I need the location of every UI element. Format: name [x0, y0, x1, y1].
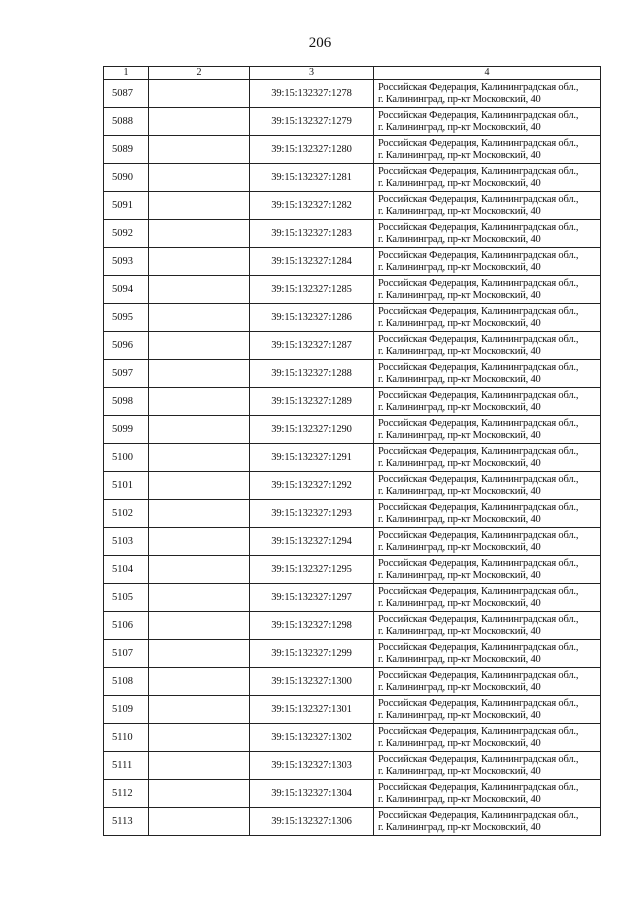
address-cell	[374, 780, 601, 808]
address-line-2: г. Калининград, пр-кт Московский, 40	[378, 121, 541, 133]
cadastral-number: 39:15:132327:1294	[250, 528, 374, 556]
row-number: 5113	[104, 808, 149, 836]
row-col-2	[149, 472, 250, 500]
address-line-2: г. Калининград, пр-кт Московский, 40	[378, 793, 541, 805]
cadastral-number: 39:15:132327:1278	[250, 80, 374, 108]
table-row	[104, 360, 601, 388]
cadastral-number: 39:15:132327:1286	[250, 304, 374, 332]
table-row	[104, 752, 601, 780]
address-cell	[374, 724, 601, 752]
row-col-2	[149, 640, 250, 668]
table-row	[104, 640, 601, 668]
row-col-2	[149, 80, 250, 108]
table-row	[104, 584, 601, 612]
row-col-2	[149, 724, 250, 752]
cadastral-number: 39:15:132327:1288	[250, 360, 374, 388]
row-number: 5097	[104, 360, 149, 388]
row-col-2	[149, 304, 250, 332]
address-line-1: Российская Федерация, Калининградская обл.,	[378, 473, 579, 485]
address-line-2: г. Калининград, пр-кт Московский, 40	[378, 149, 541, 161]
table-body	[104, 80, 601, 836]
table-header	[104, 67, 601, 80]
cadastral-number: 39:15:132327:1291	[250, 444, 374, 472]
address-line-1: Российская Федерация, Калининградская обл.,	[378, 81, 579, 93]
row-col-2	[149, 668, 250, 696]
row-number: 5089	[104, 136, 149, 164]
header-col-4: 4	[374, 67, 601, 80]
address-line-2: г. Калининград, пр-кт Московский, 40	[378, 429, 541, 441]
address-line-1: Российская Федерация, Калининградская обл.,	[378, 725, 579, 737]
table-row	[104, 500, 601, 528]
row-col-2	[149, 584, 250, 612]
address-line-2: г. Калининград, пр-кт Московский, 40	[378, 541, 541, 553]
address-line-1: Российская Федерация, Калининградская обл.,	[378, 193, 579, 205]
row-col-2	[149, 388, 250, 416]
row-number: 5090	[104, 164, 149, 192]
row-number: 5087	[104, 80, 149, 108]
row-number: 5098	[104, 388, 149, 416]
address-line-1: Российская Федерация, Калининградская обл.,	[378, 109, 579, 121]
address-line-2: г. Калининград, пр-кт Московский, 40	[378, 485, 541, 497]
row-col-2	[149, 136, 250, 164]
address-cell	[374, 640, 601, 668]
cadastral-number: 39:15:132327:1282	[250, 192, 374, 220]
address-line-1: Российская Федерация, Калининградская обл.,	[378, 697, 579, 709]
page-number: 206	[308, 35, 332, 51]
address-cell	[374, 808, 601, 836]
table-row	[104, 108, 601, 136]
address-line-1: Российская Федерация, Калининградская обл.,	[378, 361, 579, 373]
row-col-2	[149, 276, 250, 304]
address-cell	[374, 472, 601, 500]
address-line-2: г. Калининград, пр-кт Московский, 40	[378, 177, 541, 189]
table-row	[104, 276, 601, 304]
cadastral-number: 39:15:132327:1290	[250, 416, 374, 444]
address-line-1: Российская Федерация, Калининградская обл.,	[378, 305, 579, 317]
header-col-1: 1	[104, 67, 149, 80]
address-cell	[374, 612, 601, 640]
row-col-2	[149, 556, 250, 584]
cadastral-number: 39:15:132327:1295	[250, 556, 374, 584]
address-line-1: Российская Федерация, Калининградская обл.,	[378, 753, 579, 765]
address-cell	[374, 276, 601, 304]
address-cell	[374, 416, 601, 444]
row-number: 5109	[104, 696, 149, 724]
table-row	[104, 192, 601, 220]
table-row	[104, 780, 601, 808]
row-col-2	[149, 444, 250, 472]
address-cell	[374, 80, 601, 108]
cadastral-number: 39:15:132327:1284	[250, 248, 374, 276]
row-col-2	[149, 500, 250, 528]
row-col-2	[149, 164, 250, 192]
address-cell	[374, 192, 601, 220]
row-number: 5104	[104, 556, 149, 584]
row-col-2	[149, 528, 250, 556]
row-number: 5088	[104, 108, 149, 136]
table-row	[104, 332, 601, 360]
cadastral-number: 39:15:132327:1298	[250, 612, 374, 640]
address-cell	[374, 332, 601, 360]
row-col-2	[149, 780, 250, 808]
table-row	[104, 164, 601, 192]
address-line-1: Российская Федерация, Калининградская обл.,	[378, 137, 579, 149]
cadastral-number: 39:15:132327:1292	[250, 472, 374, 500]
row-number: 5103	[104, 528, 149, 556]
address-line-2: г. Калининград, пр-кт Московский, 40	[378, 345, 541, 357]
address-line-2: г. Калининград, пр-кт Московский, 40	[378, 457, 541, 469]
row-col-2	[149, 220, 250, 248]
row-number: 5094	[104, 276, 149, 304]
row-number: 5108	[104, 668, 149, 696]
address-line-1: Российская Федерация, Калининградская обл.,	[378, 389, 579, 401]
table-row	[104, 528, 601, 556]
address-line-1: Российская Федерация, Калининградская обл.,	[378, 613, 579, 625]
row-col-2	[149, 360, 250, 388]
address-line-2: г. Калининград, пр-кт Московский, 40	[378, 233, 541, 245]
cadastral-number: 39:15:132327:1304	[250, 780, 374, 808]
address-line-2: г. Калининград, пр-кт Московский, 40	[378, 653, 541, 665]
row-number: 5106	[104, 612, 149, 640]
address-line-1: Российская Федерация, Калининградская обл.,	[378, 781, 579, 793]
address-cell	[374, 584, 601, 612]
row-number: 5091	[104, 192, 149, 220]
cadastral-number: 39:15:132327:1306	[250, 808, 374, 836]
row-number: 5096	[104, 332, 149, 360]
table-row	[104, 416, 601, 444]
address-line-2: г. Калининград, пр-кт Московский, 40	[378, 821, 541, 833]
cadastral-number: 39:15:132327:1299	[250, 640, 374, 668]
address-line-2: г. Калининград, пр-кт Московский, 40	[378, 93, 541, 105]
address-line-2: г. Калининград, пр-кт Московский, 40	[378, 373, 541, 385]
row-number: 5100	[104, 444, 149, 472]
row-col-2	[149, 416, 250, 444]
table-row	[104, 220, 601, 248]
header-row	[104, 67, 601, 80]
table-row	[104, 444, 601, 472]
address-cell	[374, 444, 601, 472]
cadastral-number: 39:15:132327:1283	[250, 220, 374, 248]
row-number: 5099	[104, 416, 149, 444]
cadastral-number: 39:15:132327:1281	[250, 164, 374, 192]
row-number: 5101	[104, 472, 149, 500]
row-col-2	[149, 332, 250, 360]
cadastral-number: 39:15:132327:1285	[250, 276, 374, 304]
table-row	[104, 136, 601, 164]
row-col-2	[149, 192, 250, 220]
table-row	[104, 472, 601, 500]
address-cell	[374, 220, 601, 248]
address-line-1: Российская Федерация, Калининградская обл.,	[378, 641, 579, 653]
address-line-1: Российская Федерация, Калининградская обл.,	[378, 165, 579, 177]
address-line-2: г. Калининград, пр-кт Московский, 40	[378, 625, 541, 637]
address-line-2: г. Калининград, пр-кт Московский, 40	[378, 289, 541, 301]
header-col-3: 3	[250, 67, 374, 80]
address-line-1: Российская Федерация, Калининградская обл.,	[378, 417, 579, 429]
address-line-2: г. Калининград, пр-кт Московский, 40	[378, 317, 541, 329]
cadastral-number: 39:15:132327:1293	[250, 500, 374, 528]
address-cell	[374, 360, 601, 388]
address-cell	[374, 108, 601, 136]
address-line-1: Российская Федерация, Калининградская обл.,	[378, 277, 579, 289]
row-number: 5102	[104, 500, 149, 528]
address-line-2: г. Калининград, пр-кт Московский, 40	[378, 401, 541, 413]
table-row	[104, 724, 601, 752]
header-col-2: 2	[149, 67, 250, 80]
cadastral-number: 39:15:132327:1302	[250, 724, 374, 752]
address-cell	[374, 164, 601, 192]
table-row	[104, 80, 601, 108]
address-cell	[374, 304, 601, 332]
address-cell	[374, 528, 601, 556]
table-row	[104, 808, 601, 836]
address-cell	[374, 696, 601, 724]
address-line-2: г. Калининград, пр-кт Московский, 40	[378, 513, 541, 525]
address-cell	[374, 752, 601, 780]
address-cell	[374, 248, 601, 276]
address-line-1: Российская Федерация, Калининградская обл.,	[378, 445, 579, 457]
row-number: 5107	[104, 640, 149, 668]
address-line-1: Российская Федерация, Калининградская обл.,	[378, 333, 579, 345]
address-line-1: Российская Федерация, Калининградская обл.,	[378, 249, 579, 261]
row-number: 5105	[104, 584, 149, 612]
address-line-1: Российская Федерация, Калининградская обл.,	[378, 809, 579, 821]
row-number: 5111	[104, 752, 149, 780]
row-col-2	[149, 696, 250, 724]
row-number: 5095	[104, 304, 149, 332]
row-number: 5092	[104, 220, 149, 248]
row-number: 5112	[104, 780, 149, 808]
address-cell	[374, 668, 601, 696]
address-line-2: г. Калининград, пр-кт Московский, 40	[378, 737, 541, 749]
cadastral-number: 39:15:132327:1280	[250, 136, 374, 164]
cadastral-number: 39:15:132327:1300	[250, 668, 374, 696]
table-row	[104, 668, 601, 696]
row-col-2	[149, 752, 250, 780]
table-row	[104, 612, 601, 640]
table-row	[104, 248, 601, 276]
address-cell	[374, 556, 601, 584]
cadastral-number: 39:15:132327:1287	[250, 332, 374, 360]
row-col-2	[149, 108, 250, 136]
address-line-1: Российская Федерация, Калининградская обл.,	[378, 221, 579, 233]
address-line-1: Российская Федерация, Калининградская обл.,	[378, 501, 579, 513]
address-line-2: г. Калининград, пр-кт Московский, 40	[378, 709, 541, 721]
address-line-1: Российская Федерация, Калининградская обл.,	[378, 557, 579, 569]
table-row	[104, 388, 601, 416]
address-line-2: г. Калининград, пр-кт Московский, 40	[378, 569, 541, 581]
cadastral-number: 39:15:132327:1301	[250, 696, 374, 724]
address-cell	[374, 388, 601, 416]
table-row	[104, 696, 601, 724]
address-line-1: Российская Федерация, Калининградская обл.,	[378, 669, 579, 681]
address-line-1: Российская Федерация, Калининградская обл.,	[378, 529, 579, 541]
table-row	[104, 304, 601, 332]
address-line-2: г. Калининград, пр-кт Московский, 40	[378, 261, 541, 273]
row-number: 5110	[104, 724, 149, 752]
cadastral-number: 39:15:132327:1289	[250, 388, 374, 416]
address-line-2: г. Калининград, пр-кт Московский, 40	[378, 597, 541, 609]
row-col-2	[149, 612, 250, 640]
cadastral-number: 39:15:132327:1303	[250, 752, 374, 780]
address-line-2: г. Калининград, пр-кт Московский, 40	[378, 765, 541, 777]
address-line-1: Российская Федерация, Калининградская обл.,	[378, 585, 579, 597]
address-cell	[374, 136, 601, 164]
address-cell	[374, 500, 601, 528]
table-row	[104, 556, 601, 584]
row-col-2	[149, 248, 250, 276]
cadastral-number: 39:15:132327:1279	[250, 108, 374, 136]
row-number: 5093	[104, 248, 149, 276]
row-col-2	[149, 808, 250, 836]
address-line-2: г. Калининград, пр-кт Московский, 40	[378, 681, 541, 693]
address-line-2: г. Калининград, пр-кт Московский, 40	[378, 205, 541, 217]
register-table	[103, 66, 601, 836]
cadastral-number: 39:15:132327:1297	[250, 584, 374, 612]
